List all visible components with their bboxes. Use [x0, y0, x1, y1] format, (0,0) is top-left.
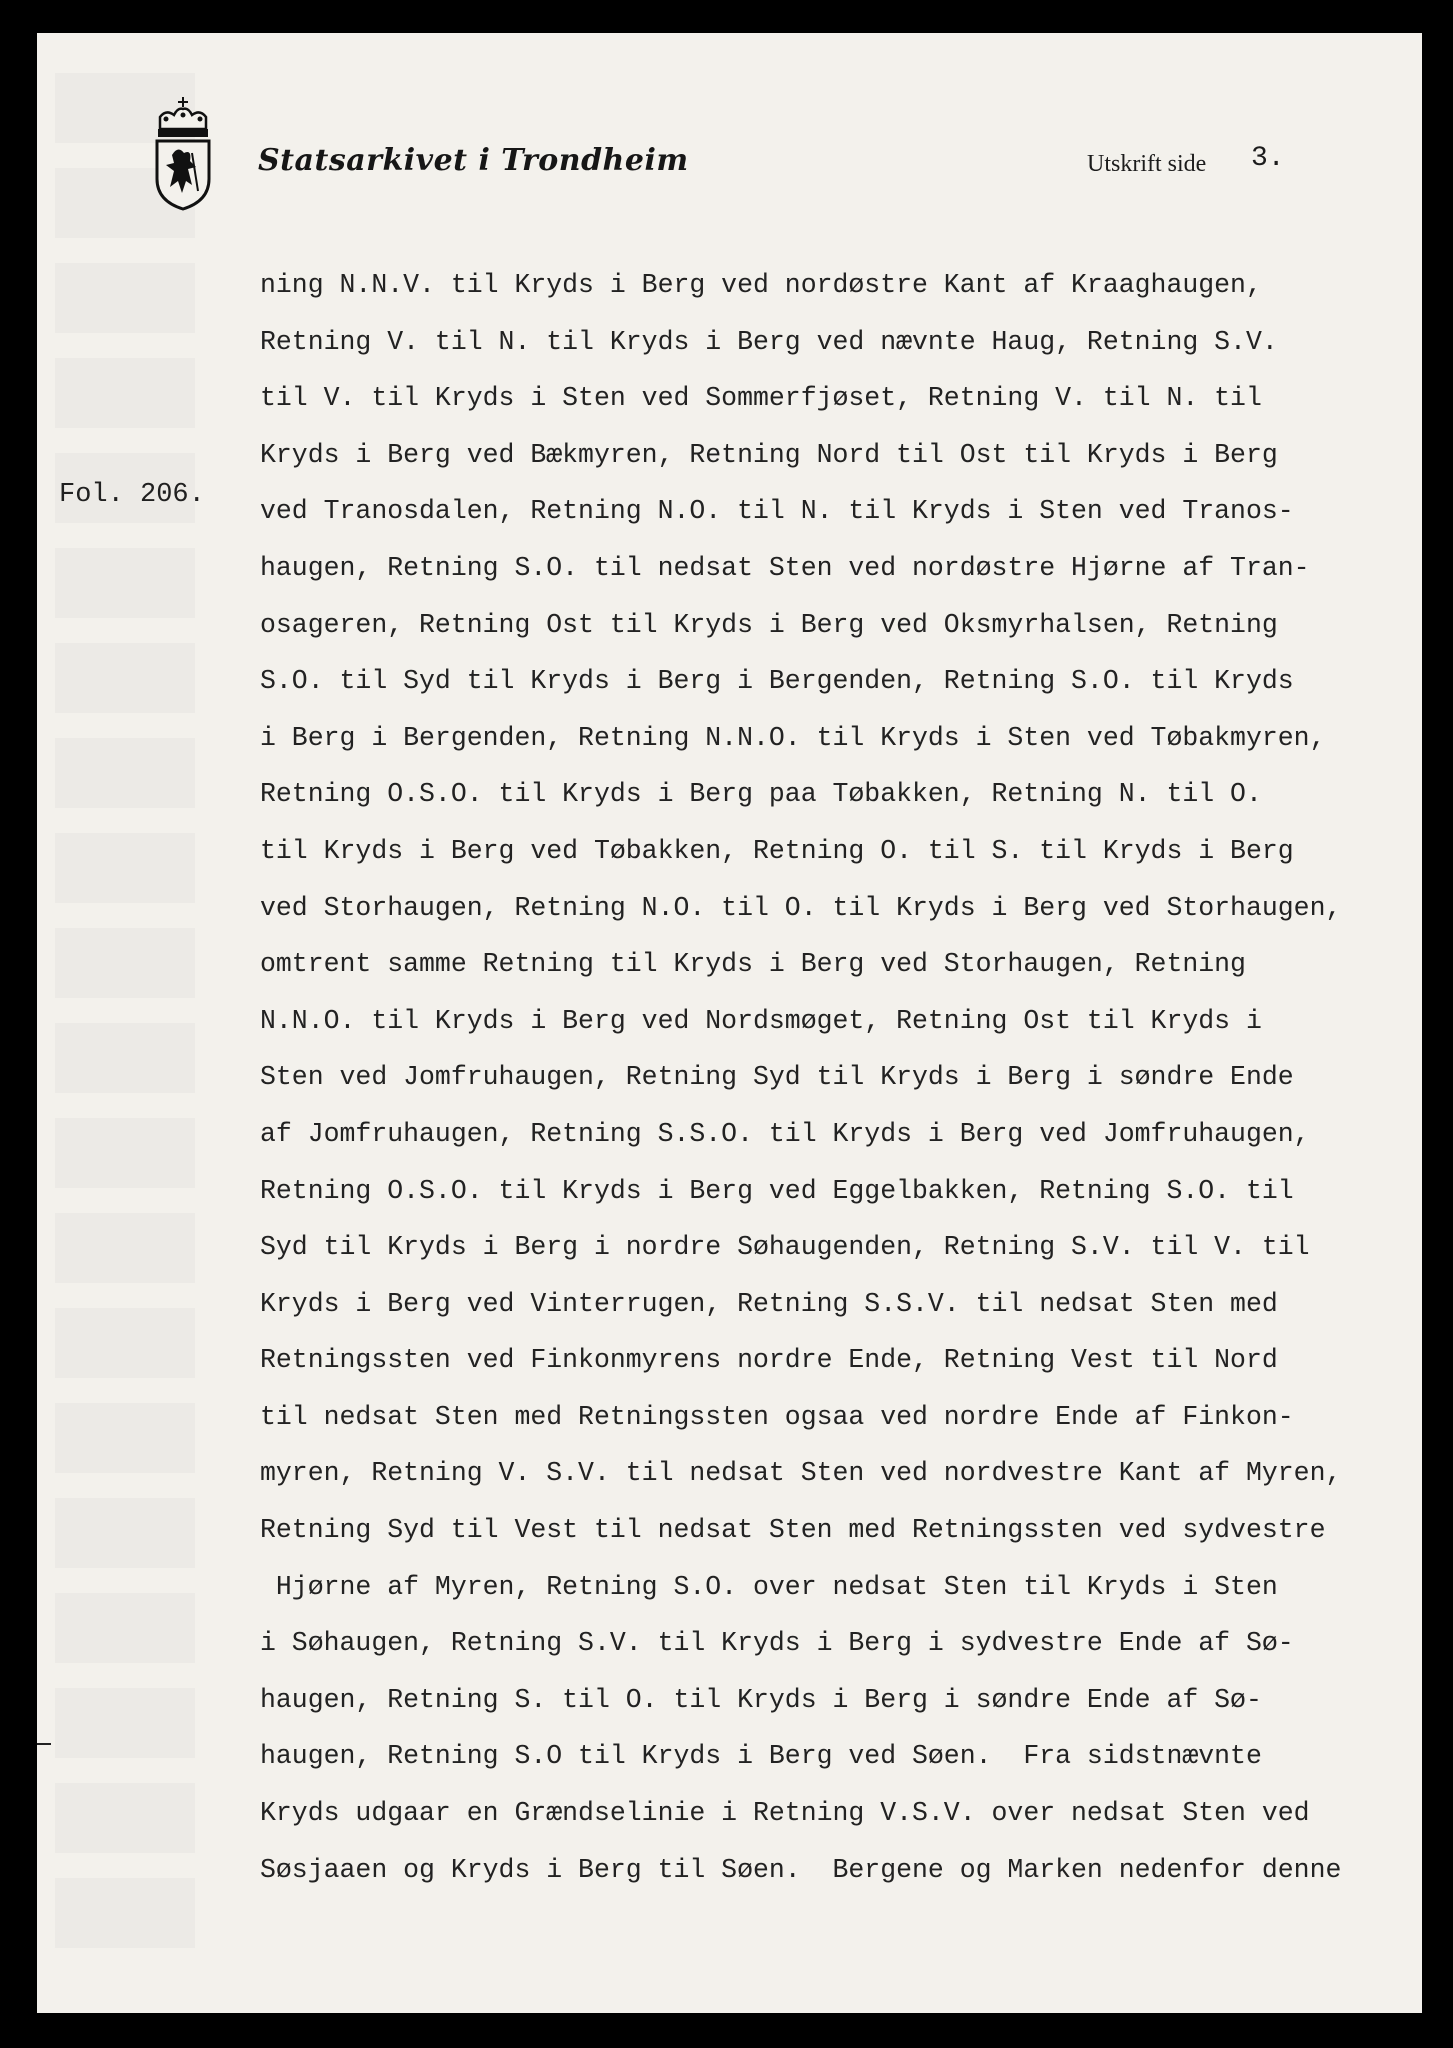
text-line: Sten ved Jomfruhaugen, Retning Syd til Kryds i Berg i søndre Ende	[260, 1062, 1294, 1093]
margin-folio-note: Fol. 206.	[59, 480, 205, 510]
text-line: Retningssten ved Finkonmyrens nordre Ende, Retning Vest til Nord	[260, 1345, 1278, 1376]
text-line: i Søhaugen, Retning S.V. til Kryds i Berg i sydvestre Ende af Sø-	[260, 1628, 1294, 1659]
coat-of-arms-icon	[152, 95, 214, 213]
text-line: til nedsat Sten med Retningssten ogsaa ved nordre Ende af Finkon-	[260, 1401, 1294, 1432]
text-line: N.N.O. til Kryds i Berg ved Nordsmøget, Retning Ost til Kryds i	[260, 1005, 1262, 1036]
text-line: haugen, Retning S.O til Kryds i Berg ved Søen. Fra sidstnævnte	[260, 1741, 1262, 1772]
text-line: ved Tranosdalen, Retning N.O. til N. til Kryds i Sten ved Tranos-	[260, 496, 1294, 527]
text-line: S.O. til Syd til Kryds i Berg i Bergenden, Retning S.O. til Kryds	[260, 666, 1294, 697]
page-label: Utskrift side	[1087, 151, 1207, 177]
text-line: til Kryds i Berg ved Tøbakken, Retning O. til S. til Kryds i Berg	[260, 835, 1294, 866]
text-line: Syd til Kryds i Berg i nordre Søhaugenden, Retning S.V. til V. til	[260, 1232, 1310, 1263]
text-line: Retning O.S.O. til Kryds i Berg paa Tøbakken, Retning N. til O.	[260, 779, 1262, 810]
text-line: Kryds i Berg ved Bækmyren, Retning Nord til Ost til Kryds i Berg	[260, 439, 1278, 470]
text-line: i Berg i Bergenden, Retning N.N.O. til Kryds i Sten ved Tøbakmyren,	[260, 722, 1326, 753]
text-line: af Jomfruhaugen, Retning S.S.O. til Kryds i Berg ved Jomfruhaugen,	[260, 1118, 1310, 1149]
text-line: til V. til Kryds i Sten ved Sommerfjøset, Retning V. til N. til	[260, 383, 1262, 414]
text-line: Kryds udgaar en Grændselinie i Retning V.S.V. over nedsat Sten ved	[260, 1798, 1310, 1829]
text-line: ning N.N.V. til Kryds i Berg ved nordøstre Kant af Kraaghaugen,	[260, 270, 1262, 300]
text-line: osageren, Retning Ost til Kryds i Berg ved Oksmyrhalsen, Retning	[260, 609, 1278, 640]
margin-dash	[37, 1743, 51, 1745]
text-line: ved Storhaugen, Retning N.O. til O. til Kryds i Berg ved Storhaugen,	[260, 892, 1342, 923]
text-line: haugen, Retning S.O. til nedsat Sten ved nordøstre Hjørne af Tran-	[260, 552, 1310, 583]
text-line: Hjørne af Myren, Retning S.O. over nedsat Sten til Kryds i Sten	[260, 1571, 1278, 1602]
text-line: Retning O.S.O. til Kryds i Berg ved Eggelbakken, Retning S.O. til	[260, 1175, 1294, 1206]
text-line: Kryds i Berg ved Vinterrugen, Retning S.S.V. til nedsat Sten med	[260, 1288, 1278, 1319]
archive-name: Statsarkivet i Trondheim	[258, 143, 689, 178]
document-page	[37, 33, 1422, 2013]
faded-watermark	[55, 73, 195, 1973]
typed-body-text	[260, 257, 1410, 1898]
text-line: Søsjaaen og Kryds i Berg til Søen. Bergene og Marken nedenfor denne	[260, 1854, 1342, 1885]
text-line: myren, Retning V. S.V. til nedsat Sten ved nordvestre Kant af Myren,	[260, 1458, 1342, 1489]
text-line: haugen, Retning S. til O. til Kryds i Berg i søndre Ende af Sø-	[260, 1684, 1262, 1715]
text-line: omtrent samme Retning til Kryds i Berg ved Storhaugen, Retning	[260, 949, 1246, 980]
text-line: Retning V. til N. til Kryds i Berg ved nævnte Haug, Retning S.V.	[260, 326, 1278, 357]
page-number: 3.	[1251, 143, 1285, 174]
text-line: Retning Syd til Vest til nedsat Sten med Retningssten ved sydvestre	[260, 1515, 1326, 1546]
